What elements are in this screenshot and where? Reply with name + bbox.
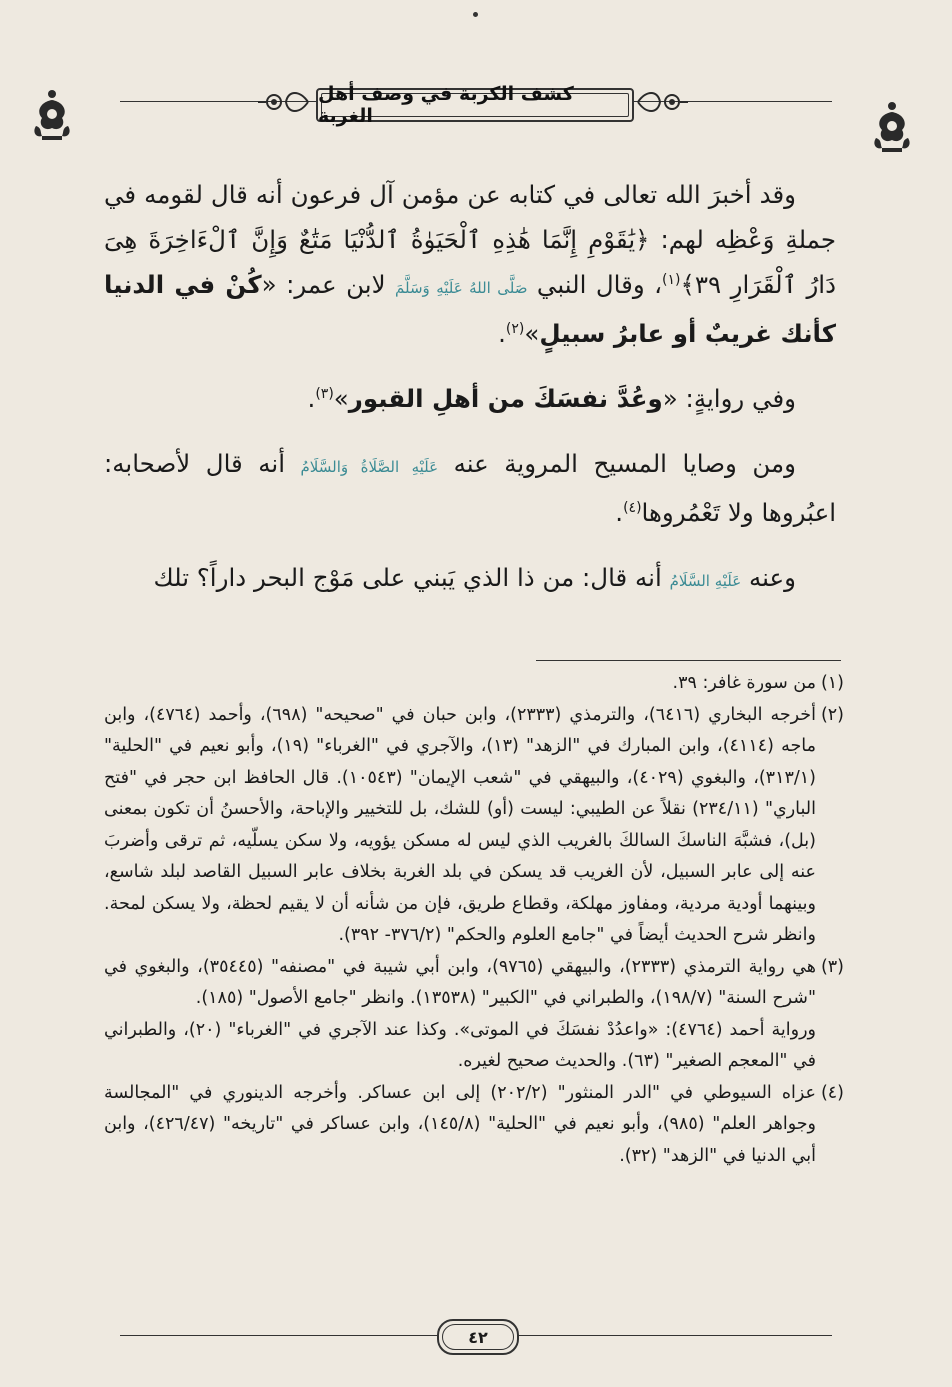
text-span: »	[333, 384, 349, 413]
footnote-separator	[536, 660, 841, 661]
hadith-quote: كُنْ في الدنيا كأنك غريبٌ أو عابرُ سبيلٍ	[104, 270, 836, 348]
header-title-box	[316, 83, 634, 127]
text-span: .	[498, 319, 506, 348]
footnotes	[104, 668, 844, 1172]
header-scroll-left-icon	[256, 86, 310, 118]
text-span: ومن وصايا المسيح المروية عنه	[438, 449, 796, 478]
text-span: وعنه	[741, 563, 796, 592]
text-span: أنه قال: من ذا الذي يَبني على مَوْج البحر داراً؟ تلك	[153, 563, 670, 592]
footnote-2	[104, 700, 844, 952]
footnote-text: من سورة غافر: ٣٩.	[672, 673, 816, 693]
footnote-number: (١)	[820, 673, 844, 693]
page-number-box	[437, 1319, 519, 1355]
footnote-4	[104, 1078, 844, 1173]
text-span: لابن عمر: «	[261, 270, 395, 299]
footnote-ref-2: (٢)	[505, 320, 525, 337]
hadith-quote: وعُدَّ نفسَكَ من أهلِ القبور	[348, 384, 663, 413]
footnote-number: (٢)	[820, 704, 844, 725]
footnote-text: هي رواية الترمذي (٢٣٣٣)، والبيهقي (٩٧٦٥)، وابن أبي شيبة في "مصنفه" (٣٥٤٤٥)، والبغوي في "شرح السنة" (١٩٨/٧)، والطبراني في "الكبير" (١٣٥٣٨). وانظر "جامع الأصول" (١٨٥).	[104, 956, 816, 1008]
honorific: صَلَّى اللهُ عَلَيْهِ وَسَلَّمَ	[395, 279, 528, 297]
footnote-ref-4: (٤)	[623, 499, 642, 516]
paragraph-2	[104, 376, 836, 421]
text-span: وفي روايةٍ: «	[662, 384, 796, 413]
footnote-ref-1: (١)	[662, 271, 681, 288]
page-number: ٤٢	[468, 1327, 488, 1347]
footnote-1	[104, 668, 844, 700]
footnote-text: ورواية أحمد (٤٧٦٤): «واعدُدْ نفسَكَ في الموتى». وكذا عند الآجري في "الغرباء" (٢٠)، والطبراني في "المعجم الصغير" (٦٣). والحديث صحيح لغيره.	[104, 1019, 817, 1071]
footnote-ref-3: (٣)	[315, 385, 334, 402]
quran-verse: ﴿يَٰقَوْمِ إِنَّمَا هَٰذِهِ ٱلْحَيَوٰةُ ٱلدُّنْيَا مَتَٰعٌ وَإِنَّ ٱلْءَاخِرَةَ هِىَ دَارُ ٱلْقَرَارِ ٣٩﴾	[104, 225, 837, 299]
right-fleuron-icon	[870, 100, 914, 156]
footnote-3-continuation	[104, 1015, 844, 1078]
text-span: »	[524, 319, 540, 348]
header-scroll-right-icon	[636, 86, 690, 118]
text-span: .	[615, 498, 624, 527]
footnote-number: (٤)	[820, 1082, 844, 1103]
text-span: ، وقال النبي	[527, 270, 663, 299]
honorific: عَلَيْهِ السَّلَامُ	[669, 572, 742, 590]
paragraph-3	[104, 441, 836, 535]
main-text	[104, 172, 836, 604]
running-header-title: كشف الكربة في وصف أهل الغربة	[318, 83, 574, 127]
text-span: .	[307, 384, 316, 413]
paragraph-4	[104, 555, 836, 604]
footnote-text: عزاه السيوطي في "الدر المنثور" (٢٠٢/٢) إلى ابن عساكر. وأخرجه الدينوري في "المجالسة وجواهر العلم" (٩٨٥)، وأبو نعيم في "الحلية" (١٤٥/٨)، وابن عساكر في "تاريخه" (٤٢٦/٤٧)، وابن أبي الدنيا في "الزهد" (٣٢).	[104, 1082, 817, 1166]
text-span: أنه قال لأصحابه: اعبُروها ولا تَعْمُروها	[104, 449, 836, 527]
left-fleuron-icon	[30, 88, 74, 144]
footnote-number: (٣)	[820, 956, 844, 977]
footnote-text: أخرجه البخاري (٦٤١٦)، والترمذي (٢٣٣٣)، وابن حبان في "صحيحه" (٦٩٨)، وأحمد (٤٧٦٤)، وابن ماجه (٤١١٤)، وابن المبارك في "الزهد" (١٣)، والآجري في "الغرباء" (١٩)، وأبو نعيم في "الحلية" (٣١٣/١)، والبغوي (٤٠٢٩)، والبيهقي في "شعب الإيمان" (١٠٥٤٣). قال الحافظ ابن حجر في "فتح الباري" (٢٣٤/١١) نقلاً عن الطيبي: ليست (أو) للشك، بل للتخيير والإباحة، والأحسنُ أن تكون بمعنى (بل)، فشبَّهَ الناسكَ السالكَ بالغريب الذي ليس له مسكن يؤويه، ولا سكن يسلّيه، ثم ترقى وأضربَ عنه إلى عابر السبيل، لأن الغريب قد يسكن في بلد الغربة بخلاف عابر السبيل القاصد لبلد شاسع، وبينهما أودية مردية، ومفاوز مهلكة، وقطاع طريق، فإن من شأنه أن لا يقيم لحظة، ولا يسكن لمحة. وانظر شرح الحديث أيضاً في "جامع العلوم والحكم" (٣٧٦/٢- ٣٩٢).	[104, 704, 816, 945]
honorific: عَلَيْهِ الصَّلَاةُ وَالسَّلَامُ	[300, 458, 439, 476]
paragraph-1	[104, 172, 836, 356]
text-span: وقد أخبرَ الله تعالى في كتابه عن مؤمن آل فرعون أنه قال لقومه في جملةِ وَعْظِه لهم:	[104, 180, 836, 254]
footnote-3	[104, 952, 844, 1015]
top-dot	[473, 12, 478, 17]
